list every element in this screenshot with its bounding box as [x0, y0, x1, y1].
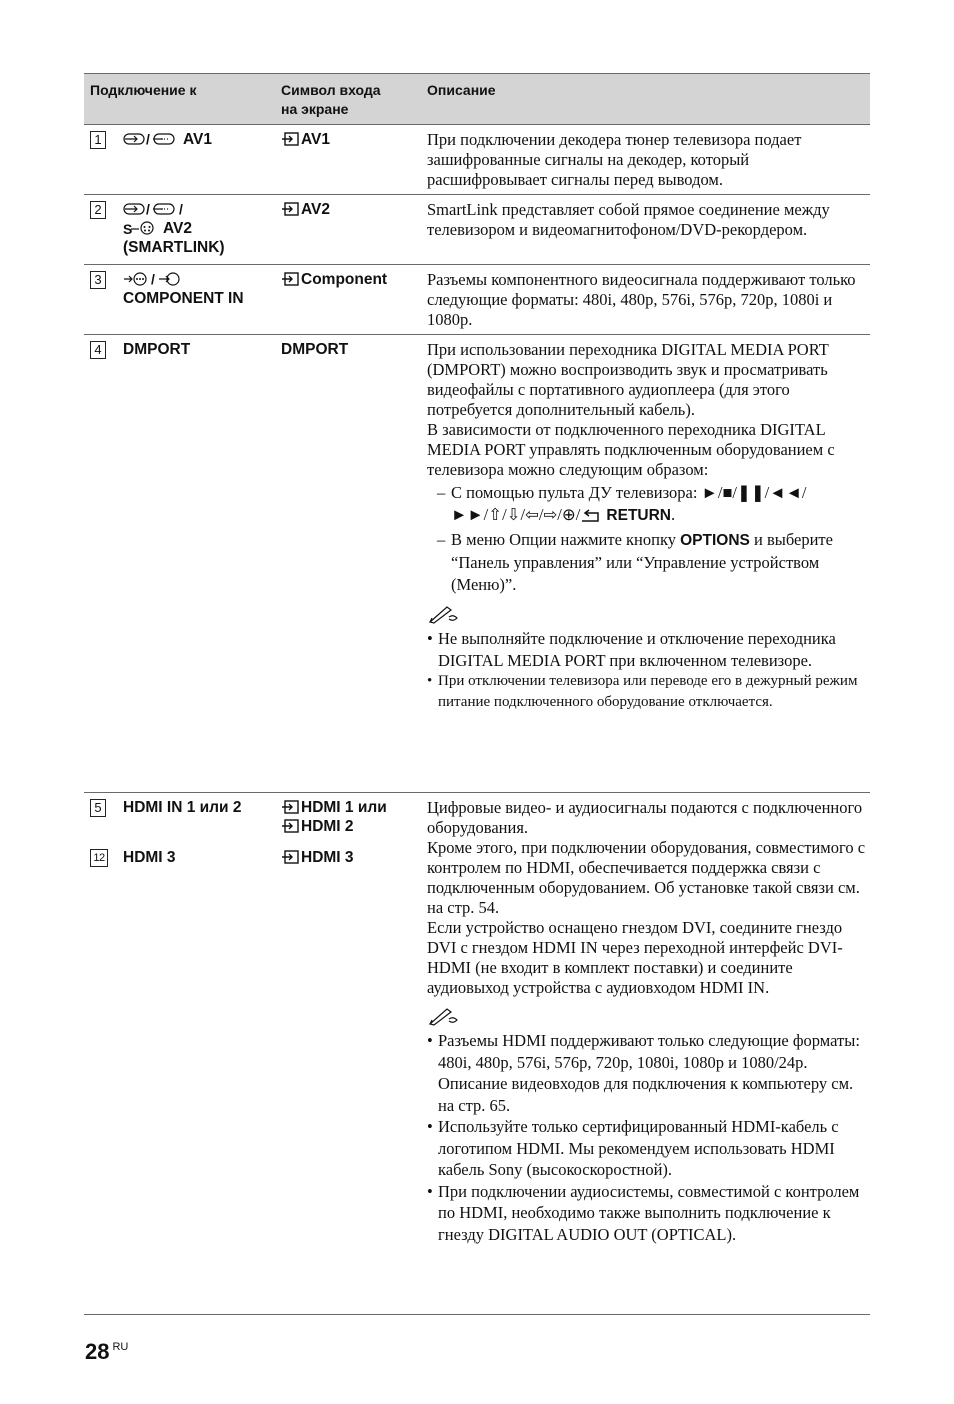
note-item: • Разъемы HDMI поддерживают только следующие форматы: 480i, 480p, 576i, 576p, 720p, 1080i, 1080p и 1080/24p. Описание видеовходов для подключения к компьютеру см. на стр. 65. [427, 1030, 867, 1116]
note-item: • При подключении аудиосистемы, совместимой с контролем по HDMI, необходимо также выполнить подключение к гнезду DIGITAL AUDIO OUT (OPTICAL). [427, 1181, 867, 1246]
row-number: 1 [90, 131, 106, 149]
s-video-icon [123, 220, 163, 236]
svg-text:/: / [146, 131, 150, 147]
language-code: RU [112, 1341, 129, 1353]
description: Цифровые видео- и аудиосигналы подаются с подключенного оборудования. Кроме этого, при подключении оборудования, совместимого с контролем по HDMI, обеспечивается поддержка связи с подключенным оборудованием. Об установке такой связи см. на стр. 54. Если устройство оснащено гнездом DVI, соедините гнездо DVI с гнездом HDMI IN через переходной интерфейс DVI-HDMI (не входит в комплект поставки) и соедините аудиовыход устройства с аудиовходом HDMI IN. • Разъемы HDMI поддерживают только следующие форматы: 480i, 480p, 576i, 576p, 720p, 1080i, 1080p и 1080/24p. Описание видеовходов для подключения к компьютеру см. на стр. 65. • Используйте только сертифицированный HDMI-кабель с логотипом HDMI. Мы рекомендуем использовать HDMI кабель Sony (высокоскоростной). • При подключении аудиосистемы, совместимой с контролем по HDMI, необходимо также выполнить подключение к гнезду DIGITAL AUDIO OUT (OPTICAL). [427, 798, 867, 1245]
input-symbol: DMPORT [281, 341, 349, 358]
table-row [84, 793, 870, 1315]
svg-text:/: / [146, 201, 150, 217]
description: SmartLink представляет собой прямое соединение между телевизором и видеомагнитофоном/DVD-рекордером. [427, 200, 830, 239]
svg-text:/: / [179, 201, 183, 217]
input-symbol: HDMI 1 или [301, 799, 387, 816]
table-row [84, 265, 870, 335]
connector-label: / / S AV2 (SMARTLINK) [123, 201, 225, 256]
input-symbol: HDMI 2 [301, 818, 354, 835]
connector-label: / AV1 [123, 130, 212, 149]
return-icon [580, 509, 602, 523]
svg-text:S: S [123, 221, 133, 236]
description: Разъемы компонентного видеосигнала поддерживают только следующие форматы: 480i, 480p, 576i, 576p, 720p, 1080i и 1080p. [427, 270, 856, 329]
input-icon [281, 271, 301, 287]
table-row [84, 335, 870, 793]
input-icon [281, 799, 301, 815]
header-input-symbol: Символ входа на экране [281, 82, 381, 117]
description: При подключении декодера тюнер телевизора подает зашифрованные сигналы на декодер, который расшифровывает сигналы перед выводом. [427, 130, 802, 189]
row-number: 3 [90, 271, 106, 289]
list-item: – В меню Опции нажмите кнопку OPTIONS и выберите “Панель управления” или “Управление устройством (Меню)”. [427, 529, 867, 596]
note-item: • При отключении телевизора или переводе его в дежурный режим питание подключенного оборудование отключается. [427, 671, 867, 712]
note-pencil-icon [427, 604, 459, 624]
note-item: • Не выполняйте подключение и отключение переходника DIGITAL MEDIA PORT при включенном телевизоре. [427, 628, 867, 671]
scart-icon [123, 201, 203, 217]
note-pencil-icon [427, 1006, 459, 1026]
connector-label: HDMI IN 1 или 2 [123, 799, 242, 816]
scart-icon [123, 131, 183, 147]
table-row [84, 125, 870, 195]
note-item: • Используйте только сертифицированный HDMI-кабель с логотипом HDMI. Мы рекомендуем использовать HDMI кабель Sony (высокоскоростной). [427, 1116, 867, 1181]
input-symbol: AV1 [301, 131, 331, 148]
table-row [84, 195, 870, 265]
input-icon [281, 818, 301, 834]
header-connect-to: Подключение к [90, 82, 197, 98]
row-number: 12 [90, 849, 108, 867]
input-icon [281, 201, 301, 217]
page-footer [85, 1339, 128, 1365]
connector-label: DMPORT [123, 341, 191, 358]
header-description: Описание [427, 82, 496, 98]
row-number: 2 [90, 201, 106, 219]
input-symbol: HDMI 3 [301, 849, 354, 866]
svg-text:/: / [151, 271, 155, 287]
input-symbol: Component [301, 271, 388, 288]
row-number: 5 [90, 799, 106, 817]
connector-label: HDMI 3 [123, 849, 176, 866]
component-icon [123, 271, 193, 287]
connector-label: / COMPONENT IN [123, 271, 244, 307]
page-number: 28 [85, 1339, 110, 1364]
input-icon [281, 131, 301, 147]
connections-table [84, 73, 870, 1315]
row-number: 4 [90, 341, 106, 359]
table-header [84, 73, 870, 125]
input-symbol: AV2 [301, 201, 331, 218]
description: При использовании переходника DIGITAL MEDIA PORT (DMPORT) можно воспроизводить звук и просматривать видеофайлы с портативного аудиоплеера (для этого потребуется дополнительный кабель). В зависимости от подключенного переходника DIGITAL MEDIA PORT управлять подключенным оборудованием с телевизора можно следующим образом: – С помощью пульта ДУ телевизора: ►/■/❚❚/◄◄/ ►►/⇧/⇩/⇦/⇨/⊕/ RETURN. – В меню Опции нажмите кнопку OPTIONS и выберите “Панель управления” или “Управление устройством (Меню)”. • Не выполняйте подключение и отключение переходника DIGITAL MEDIA PORT при включенном телевизоре. • При отключении телевизора или переводе его в дежурный режим питание подключенного оборудование отключается. [427, 340, 867, 712]
list-item: – С помощью пульта ДУ телевизора: ►/■/❚❚/◄◄/ ►►/⇧/⇩/⇦/⇨/⊕/ RETURN. [427, 482, 867, 527]
input-icon [281, 849, 301, 865]
